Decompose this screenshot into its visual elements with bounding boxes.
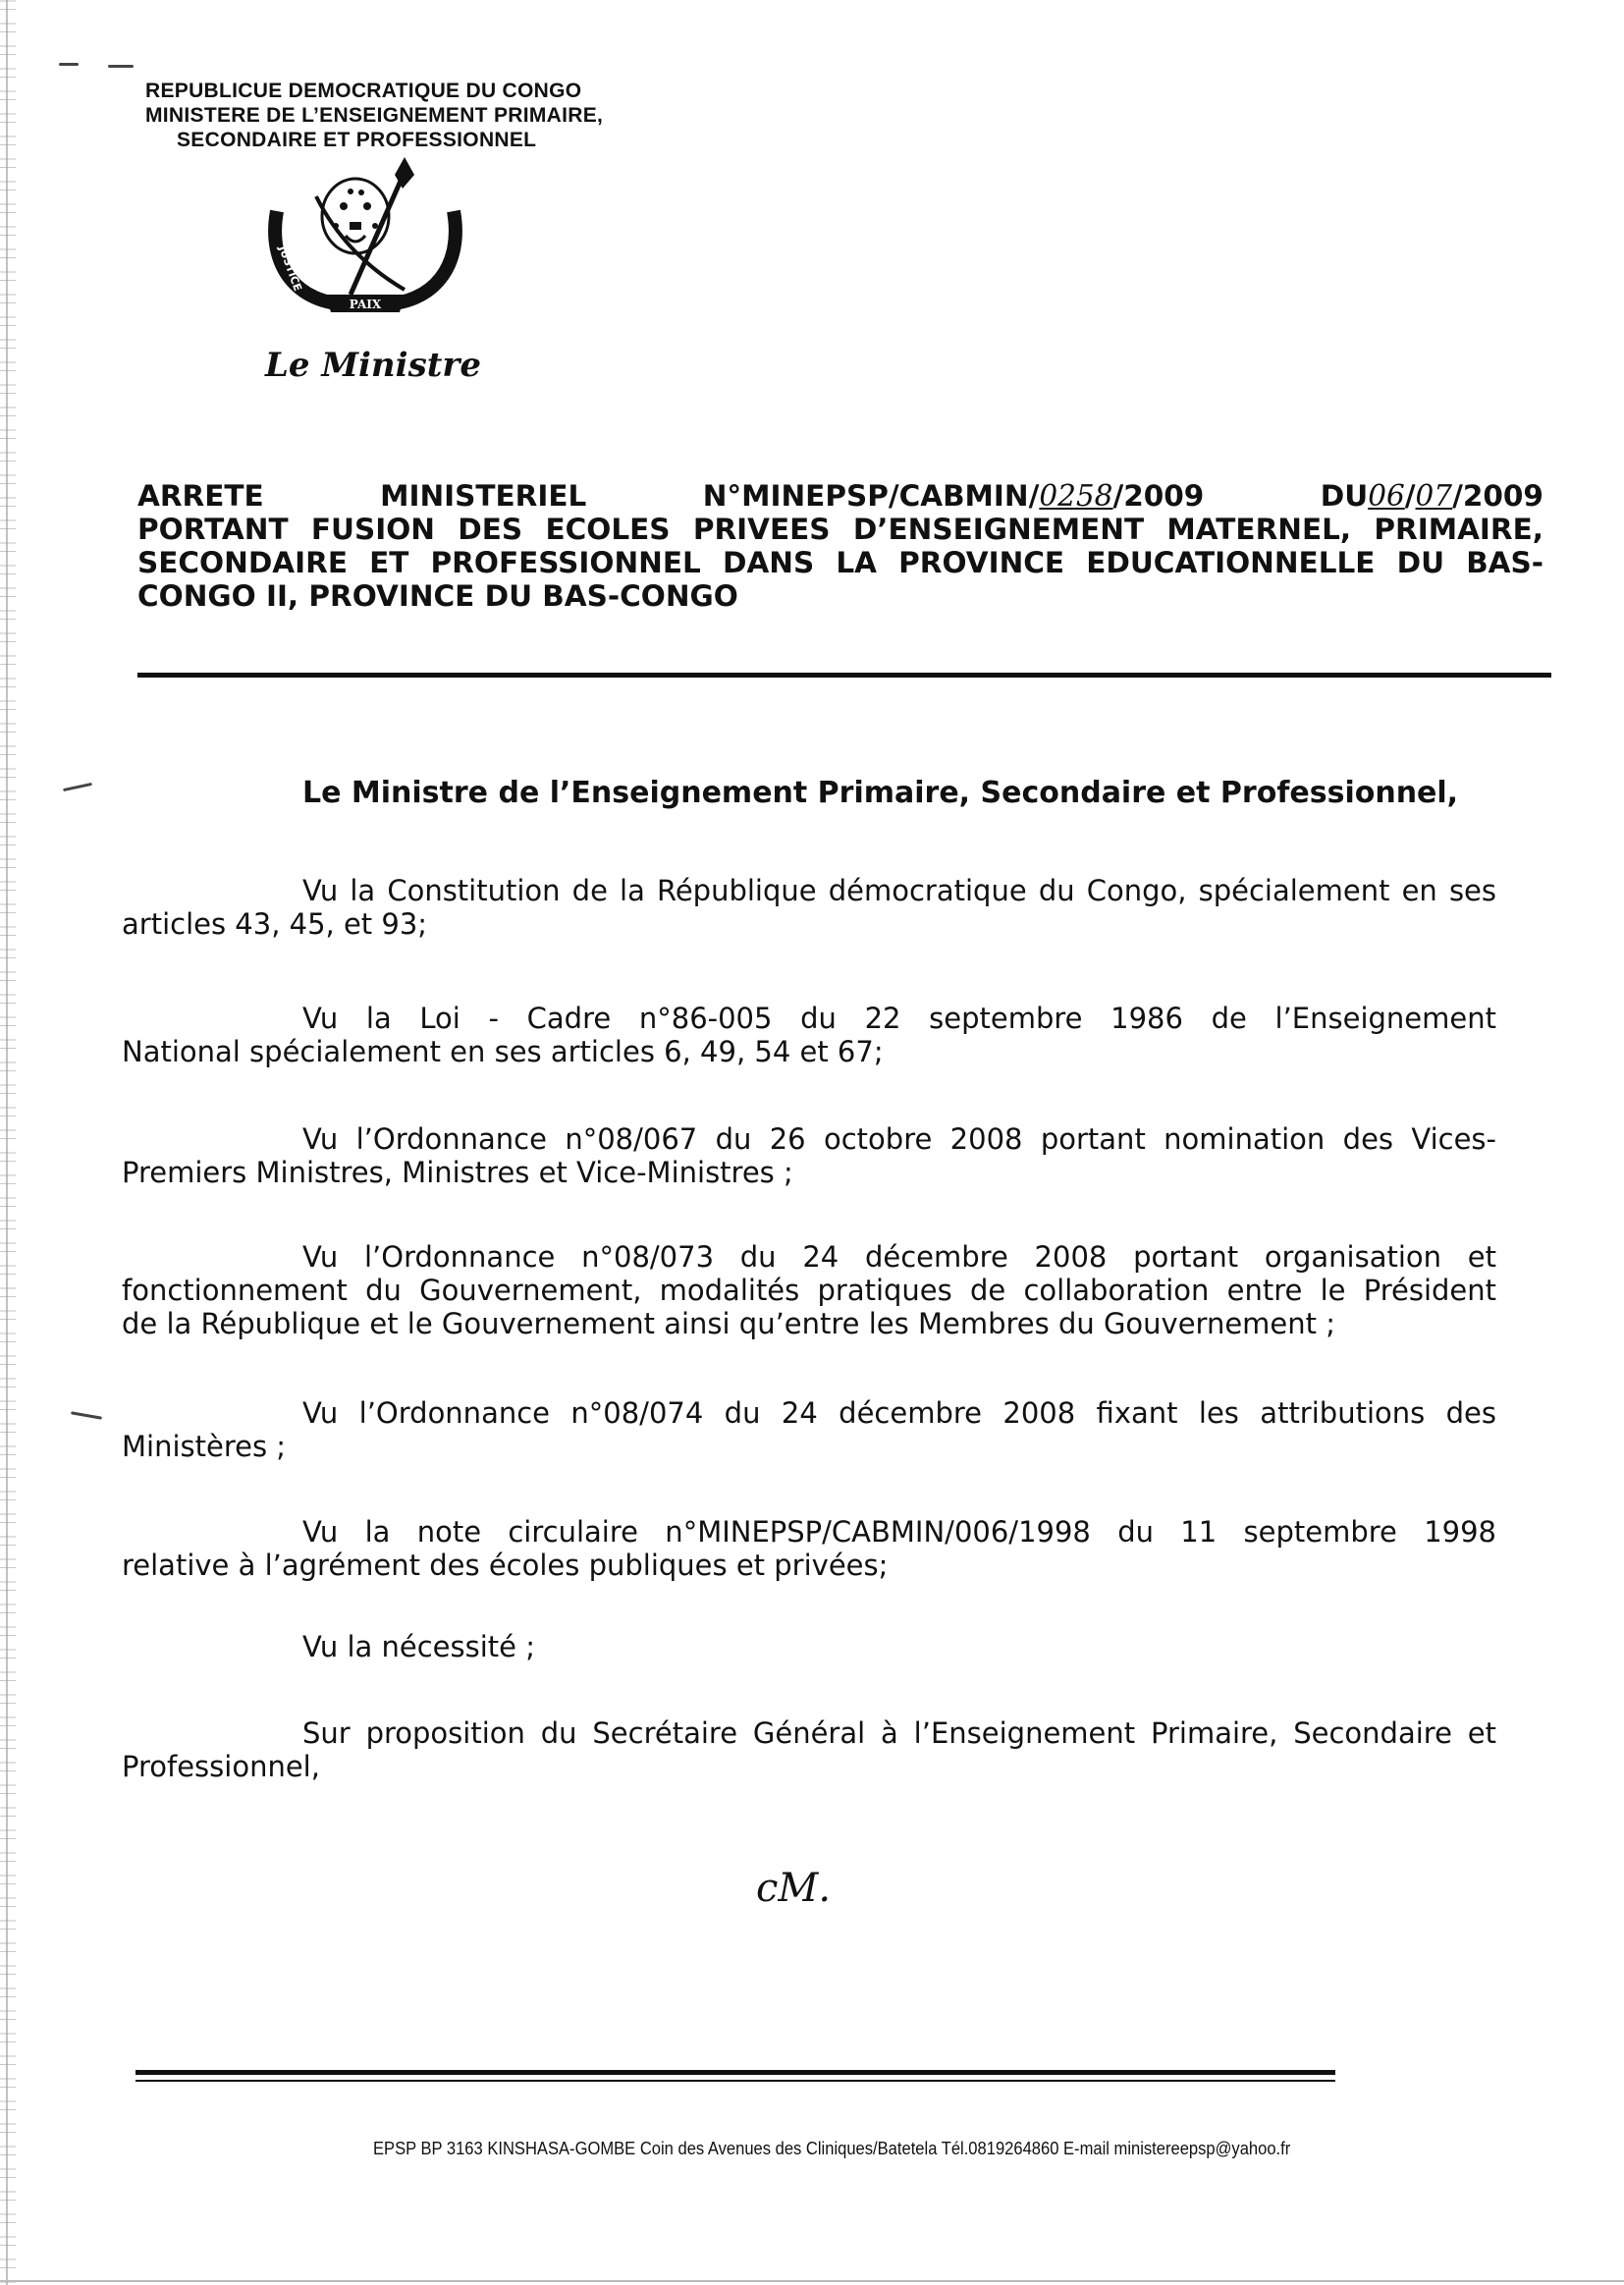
minister-heading: Le Ministre de l’Enseignement Primaire, Secondaire et Professionnel,: [302, 776, 1459, 810]
paragraph-constitution: Vu la Constitution de la République démocratique du Congo, spécialement en ses articles 43, 45, et 93;: [122, 874, 1496, 941]
scan-mark: [108, 65, 134, 68]
paragraph-ordonnance-074: Vu l’Ordonnance n°08/074 du 24 décembre 2008 fixant les attributions des Ministères ;: [122, 1396, 1496, 1463]
footer-contact: EPSP BP 3163 KINSHASA-GOMBE Coin des Avenues des Cliniques/Batetela Tél.0819264860 E-mail ministereepsp@yahoo.fr: [373, 2139, 1291, 2158]
decree-title: [137, 479, 1543, 613]
title-word-ministeriel: MINISTERIEL: [380, 479, 587, 513]
scan-edge-line: [6, 0, 8, 2285]
footer-divider-thin: [135, 2080, 1335, 2082]
title-line-2: PORTANT FUSION DES ECOLES PRIVEES D’ENSEIGNEMENT MATERNEL, PRIMAIRE,: [137, 513, 1543, 546]
emblem-motto-right: TRAVAIL: [429, 185, 460, 238]
decree-number: N°MINEPSP/CABMIN/0258/2009: [702, 479, 1205, 513]
decree-date: DU06/07/2009: [1320, 479, 1543, 513]
emblem-motto-center: PAIX: [349, 298, 382, 311]
header-republic: REPUBLICUE DEMOCRATIQUE DU CONGO: [145, 80, 582, 102]
scan-bottom-edge: [0, 2280, 1624, 2282]
paragraph-proposition: Sur proposition du Secrétaire Général à l’Enseignement Primaire, Secondaire et Professionnel,: [122, 1716, 1496, 1783]
paragraph-ordonnance-073: Vu l’Ordonnance n°08/073 du 24 décembre 2008 portant organisation et fonctionnement du Gouvernement, modalités pratiques de collaboration entre le Président de la République et le Gouvernement ainsi qu’entre les Membres du Gouvernement ;: [122, 1240, 1496, 1340]
handwritten-date-day: 06: [1368, 479, 1405, 513]
signature-title: Le Ministre: [265, 346, 481, 385]
title-line-4: CONGO II, PROVINCE DU BAS-CONGO: [137, 579, 738, 613]
title-line-3: SECONDAIRE ET PROFESSIONNEL DANS LA PROVINCE EDUCATIONNELLE DU BAS-: [137, 546, 1543, 579]
paragraph-note-circulaire: Vu la note circulaire n°MINEPSP/CABMIN/006/1998 du 11 septembre 1998 relative à l’agrément des écoles publiques et privées;: [122, 1515, 1496, 1582]
paragraph-loi-cadre: Vu la Loi - Cadre n°86-005 du 22 septembre 1986 de l’Enseignement National spécialement en ses articles 6, 49, 54 et 67;: [122, 1002, 1496, 1068]
handwritten-decree-number: 0258: [1039, 479, 1113, 513]
header-ministry: MINISTERE DE L’ENSEIGNEMENT PRIMAIRE,: [145, 104, 604, 127]
footer-divider: [135, 2070, 1335, 2075]
handwritten-initials: cM.: [756, 1866, 832, 1911]
title-word-arrete: ARRETE: [137, 479, 264, 513]
paragraph-necessite: Vu la nécessité ;: [302, 1630, 535, 1663]
scan-edge: [0, 0, 16, 2285]
scan-mark: [59, 63, 79, 66]
paragraph-ordonnance-067: Vu l’Ordonnance n°08/067 du 26 octobre 2008 portant nomination des Vices- Premiers Ministres, Ministres et Vice-Ministres ;: [122, 1122, 1496, 1189]
scan-mark: [71, 1411, 102, 1420]
handwritten-date-month: 07: [1415, 479, 1453, 513]
scan-mark: [63, 783, 92, 791]
emblem-motto-left: JUSTICE: [276, 244, 304, 294]
title-divider: [137, 673, 1551, 678]
decree-reference-line: [137, 479, 1543, 513]
coat-of-arms-emblem: [257, 157, 473, 329]
header-ministry-2: SECONDAIRE ET PROFESSIONNEL: [177, 129, 537, 151]
